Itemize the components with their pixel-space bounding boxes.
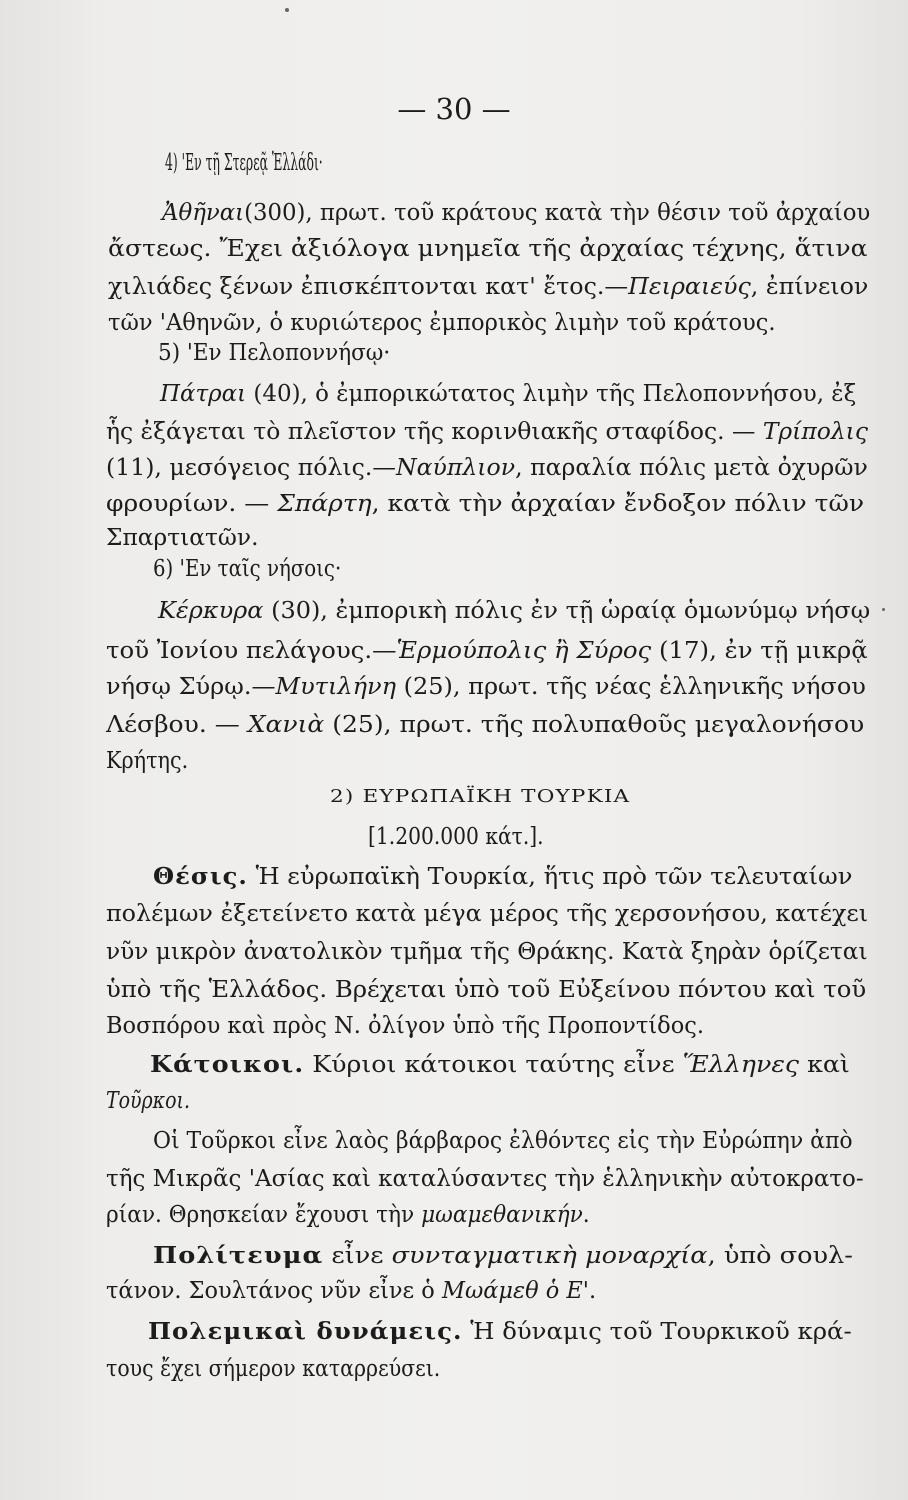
italic-term: Σπάρτη — [277, 491, 372, 517]
text-run: (25), πρωτ. τῆς πολυπαθοῦς μεγαλονήσου — [324, 712, 865, 738]
text-run: νήσῳ Σύρῳ.— — [106, 674, 276, 700]
text-run: 5) 'Εν Πελοποννήσῳ· — [158, 340, 391, 366]
text-run: (40), ὁ ἐμπορικώτατος λιμὴν τῆς Πελοποννήσου, ἐξ — [246, 381, 857, 407]
text-run: , ἐπίνειον — [750, 274, 869, 300]
italic-term: Ναύπλιον — [395, 455, 516, 481]
text-line — [106, 457, 868, 480]
text-line — [106, 979, 866, 1002]
italic-term: Μυτιλήνη — [275, 674, 396, 700]
text-run: 2) ΕΥΡΩΠΑΪΚΗ ΤΟΥΡΚΙΑ — [330, 786, 631, 807]
corner-mark — [285, 8, 289, 12]
text-line — [158, 342, 390, 365]
text-run: Σπαρτιατῶν. — [106, 525, 259, 551]
text-line — [108, 276, 868, 299]
text-line — [150, 1053, 850, 1077]
text-line — [106, 1090, 190, 1113]
text-line — [106, 941, 868, 964]
text-line — [106, 1015, 704, 1038]
text-line — [106, 1204, 590, 1227]
text-run: Ἡ εὐρωπαϊκὴ Τουρκία, ἥτις πρὸ τῶν τελευταίων — [247, 864, 853, 890]
text-line — [162, 202, 870, 225]
text-run: τῶν 'Αθηνῶν, ὁ κυριώτερος ἐμπορικὸς λιμὴν τοῦ κράτους. — [108, 310, 776, 336]
italic-term: Πειραιεύς — [628, 274, 751, 300]
text-run: εἶνε — [323, 1243, 392, 1269]
text-line — [106, 714, 864, 737]
text-line — [106, 421, 868, 444]
text-line — [108, 312, 776, 335]
paragraph-heading: Θέσις. — [153, 863, 248, 890]
text-run: ἧς ἐξάγεται τὸ πλεῖστον τῆς κορινθιακῆς σταφίδος. — — [106, 419, 763, 445]
text-line — [153, 1130, 853, 1153]
italic-term: Μωάμεθ ὁ Ε' — [441, 1278, 589, 1304]
paragraph-heading: Πολεμικαὶ δυνάμεις. — [148, 1318, 463, 1345]
text-line — [106, 676, 866, 699]
text-line — [153, 865, 853, 889]
text-run: (17), ἐν τῇ μικρᾷ — [651, 638, 868, 664]
text-run: (300), πρωτ. τοῦ κράτους κατὰ τὴν θέσιν τοῦ ἀρχαίου — [244, 200, 871, 226]
text-run: (25), πρωτ. τῆς νέας ἑλληνικῆς νήσου — [395, 674, 866, 700]
text-line — [106, 1280, 596, 1303]
text-run: , ὑπὸ σουλ- — [707, 1243, 853, 1269]
text-line — [106, 750, 188, 773]
text-run: Λέσβου. — — [106, 712, 248, 738]
italic-term: μωαμεθανικήν — [421, 1202, 583, 1228]
text-line — [106, 1358, 440, 1381]
italic-term: Πάτραι — [160, 381, 247, 407]
text-run: Κρήτης. — [106, 748, 189, 774]
margin-mark — [882, 608, 885, 611]
text-run: ρίαν. Θρησκείαν ἔχουσι τὴν — [106, 1202, 422, 1228]
text-run: , παραλία πόλις μετὰ ὀχυρῶν — [515, 455, 868, 481]
text-run: (30), ἐμπορικὴ πόλις ἐν τῇ ὡραίᾳ ὁμωνύμῳ νήσῳ — [263, 598, 871, 624]
page-number: — 30 — — [397, 92, 511, 126]
text-run: τους ἔχει σήμερον καταρρεύσει. — [106, 1356, 441, 1382]
text-run: τῆς Μικρᾶς 'Ασίας καὶ καταλύσαντες τὴν ἑλληνικὴν αὐτοκρατο- — [106, 1166, 864, 1192]
text-run: ἄστεως. Ἔχει ἀξιόλογα μνημεῖα τῆς ἀρχαίας τέχνης, ἅτινα — [108, 236, 868, 262]
text-line — [165, 152, 323, 175]
text-line — [148, 1320, 852, 1344]
text-line — [153, 1244, 853, 1268]
italic-term: Ἀθῆναι — [162, 200, 245, 226]
text-run: Ἡ δύναμις τοῦ Τουρκικοῦ κρά- — [462, 1319, 852, 1345]
text-run: , κατὰ τὴν ἀρχαίαν ἔνδοξον πόλιν τῶν — [371, 491, 865, 517]
text-run: [1.200.000 κάτ.]. — [368, 824, 544, 850]
text-run: (11), μεσόγειος πόλις.— — [106, 455, 396, 481]
text-line — [106, 903, 868, 926]
text-run: φρουρίων. — — [106, 491, 278, 517]
text-run: Βοσπόρου καὶ πρὸς Ν. ὀλίγον ὑπὸ τῆς Προποντίδος. — [106, 1013, 705, 1039]
text-line — [106, 640, 868, 663]
text-line — [160, 383, 856, 406]
text-run: 6) 'Εν ταῖς νήσοις· — [153, 556, 342, 582]
text-run: Κύριοι κάτοικοι ταύτης εἶνε — [304, 1052, 683, 1078]
text-line — [153, 558, 341, 581]
text-run: πολέμων ἐξετείνετο κατὰ μέγα μέρος τῆς χερσονήσου, κατέχει — [106, 901, 869, 927]
text-run: . — [588, 1278, 597, 1304]
text-line — [330, 788, 630, 806]
italic-term: Κέρκυρα — [158, 598, 264, 624]
italic-term: Τρίπολις — [762, 419, 868, 445]
italic-term: Τοῦρκοι. — [106, 1088, 190, 1114]
text-line — [106, 1168, 864, 1191]
text-run: 4) 'Εν τῇ Στερεᾷ Ἑλλάδι· — [165, 150, 323, 176]
text-line — [158, 600, 870, 623]
paragraph-heading: Κάτοικοι. — [150, 1051, 305, 1078]
text-run: νῦν μικρὸν ἀνατολικὸν τμῆμα τῆς Θράκης. Κατὰ ξηρὰν ὁρίζεται — [106, 939, 868, 965]
text-line — [368, 826, 544, 849]
italic-term: Ἕλληνες — [682, 1052, 800, 1078]
text-line — [106, 493, 864, 516]
italic-term: συνταγματικὴ μοναρχία — [391, 1243, 708, 1269]
text-run: . — [582, 1202, 590, 1228]
text-run: τάνον. Σουλτάνος νῦν εἶνε ὁ — [106, 1278, 442, 1304]
text-run: ὑπὸ τῆς Ἑλλάδος. Βρέχεται ὑπὸ τοῦ Εὐξείνου πόντου καὶ τοῦ — [106, 977, 867, 1003]
italic-term: Ἑρμούπολις ἢ Σύρος — [396, 638, 652, 664]
text-line — [108, 238, 868, 261]
text-run: τοῦ Ἰονίου πελάγους.— — [106, 638, 397, 664]
text-run: Οἱ Τοῦρκοι εἶνε λαὸς βάρβαρος ἐλθόντες εἰς τὴν Εὐρώπην ἀπὸ — [153, 1128, 853, 1154]
text-line — [106, 527, 258, 550]
text-run: καὶ — [799, 1052, 850, 1078]
italic-term: Χανιὰ — [247, 712, 325, 738]
text-run: χιλιάδες ξένων ἐπισκέπτονται κατ' ἔτος.— — [108, 274, 629, 300]
paragraph-heading: Πολίτευμα — [153, 1242, 324, 1269]
